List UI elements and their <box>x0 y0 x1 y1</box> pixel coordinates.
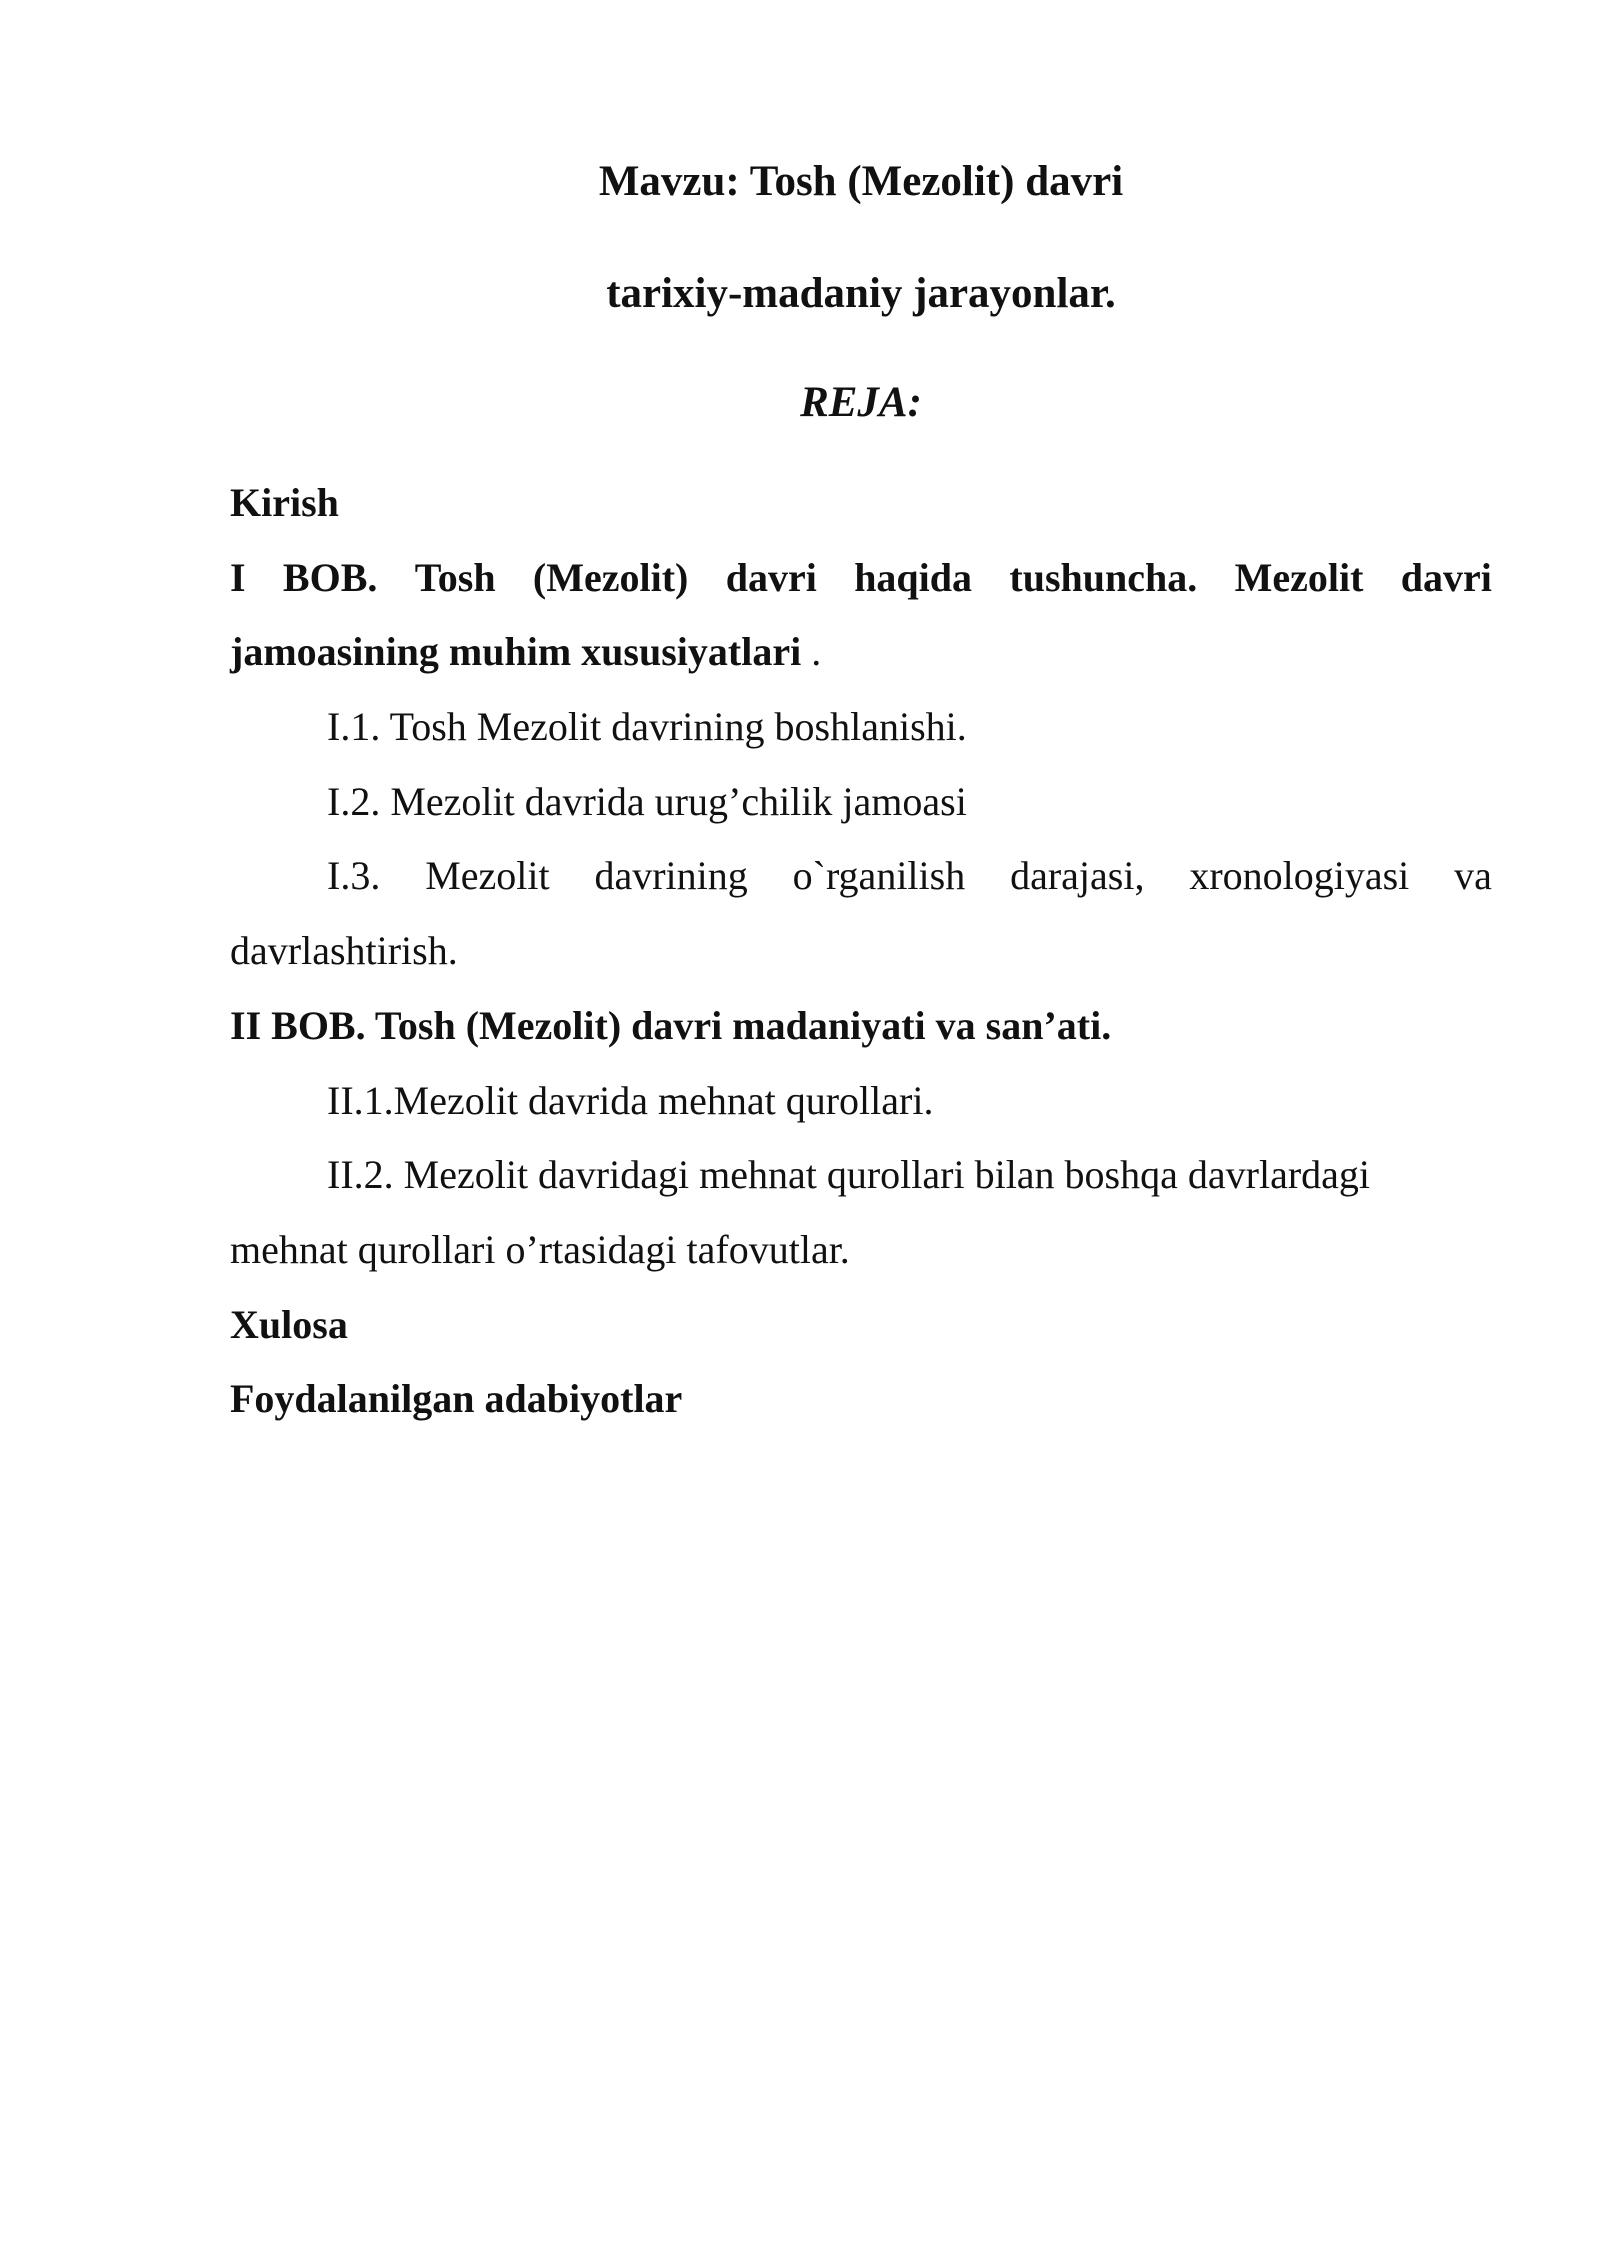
chapter-1-continued-text: jamoasining muhim xususiyatlari <box>230 629 802 675</box>
plan-item-chapter-1-continued <box>230 615 1492 690</box>
chapter-1-word: I <box>230 554 246 600</box>
section-1-3-word: I.3. <box>327 853 381 899</box>
section-1-3-word: darajasi, <box>1010 853 1145 899</box>
plan-item-literature: Foydalanilgan adabiyotlar <box>230 1376 683 1422</box>
plan-item-chapter-2: II BOB. Tosh (Mezolit) davri madaniyati va san’ati. <box>230 1002 1112 1048</box>
chapter-1-word: BOB. <box>282 554 378 600</box>
plan-item-xulosa: Xulosa <box>230 1301 348 1347</box>
chapter-1-word: davri <box>1400 554 1492 600</box>
chapter-1-word: tushuncha. <box>1009 554 1198 600</box>
plan-item-section-1-2: I.2. Mezolit davrida urug’chilik jamoasi <box>327 778 967 824</box>
section-1-3-word: o`rganilish <box>792 853 966 899</box>
chapter-1-word: davri <box>725 554 817 600</box>
plan-item-chapter-1 <box>230 541 1492 616</box>
section-1-3-word: xronologiyasi <box>1189 853 1410 899</box>
section-1-3-word: va <box>1454 853 1492 899</box>
plan-item-kirish: Kirish <box>230 480 339 525</box>
plan-heading: REJA: <box>800 379 922 426</box>
section-1-3-word: davrining <box>594 853 748 899</box>
plan-list <box>230 466 1492 1437</box>
plan-item-section-2-1: II.1.Mezolit davrida mehnat qurollari. <box>327 1077 934 1123</box>
title-line-2: tarixiy-madaniy jarayonlar. <box>606 270 1116 317</box>
chapter-1-continued-tail: . <box>801 629 822 675</box>
plan-item-section-2-2-continued: mehnat qurollari o’rtasidagi tafovutlar. <box>230 1226 850 1272</box>
plan-item-section-1-3-continued: davrlashtirish. <box>230 928 458 974</box>
chapter-1-word: haqida <box>854 554 973 600</box>
chapter-1-word: Mezolit <box>1234 554 1364 600</box>
plan-item-section-1-3 <box>230 839 1492 914</box>
chapter-1-word: (Mezolit) <box>532 554 689 600</box>
title-line-1: Mavzu: Tosh (Mezolit) davri <box>598 158 1124 205</box>
section-1-3-word: Mezolit <box>425 853 550 899</box>
plan-item-section-1-1: I.1. Tosh Mezolit davrining boshlanishi. <box>327 704 967 750</box>
plan-item-section-2-2: II.2. Mezolit davridagi mehnat qurollari bilan boshqa davrlardagi <box>327 1152 1371 1198</box>
chapter-1-word: Tosh <box>414 554 496 600</box>
